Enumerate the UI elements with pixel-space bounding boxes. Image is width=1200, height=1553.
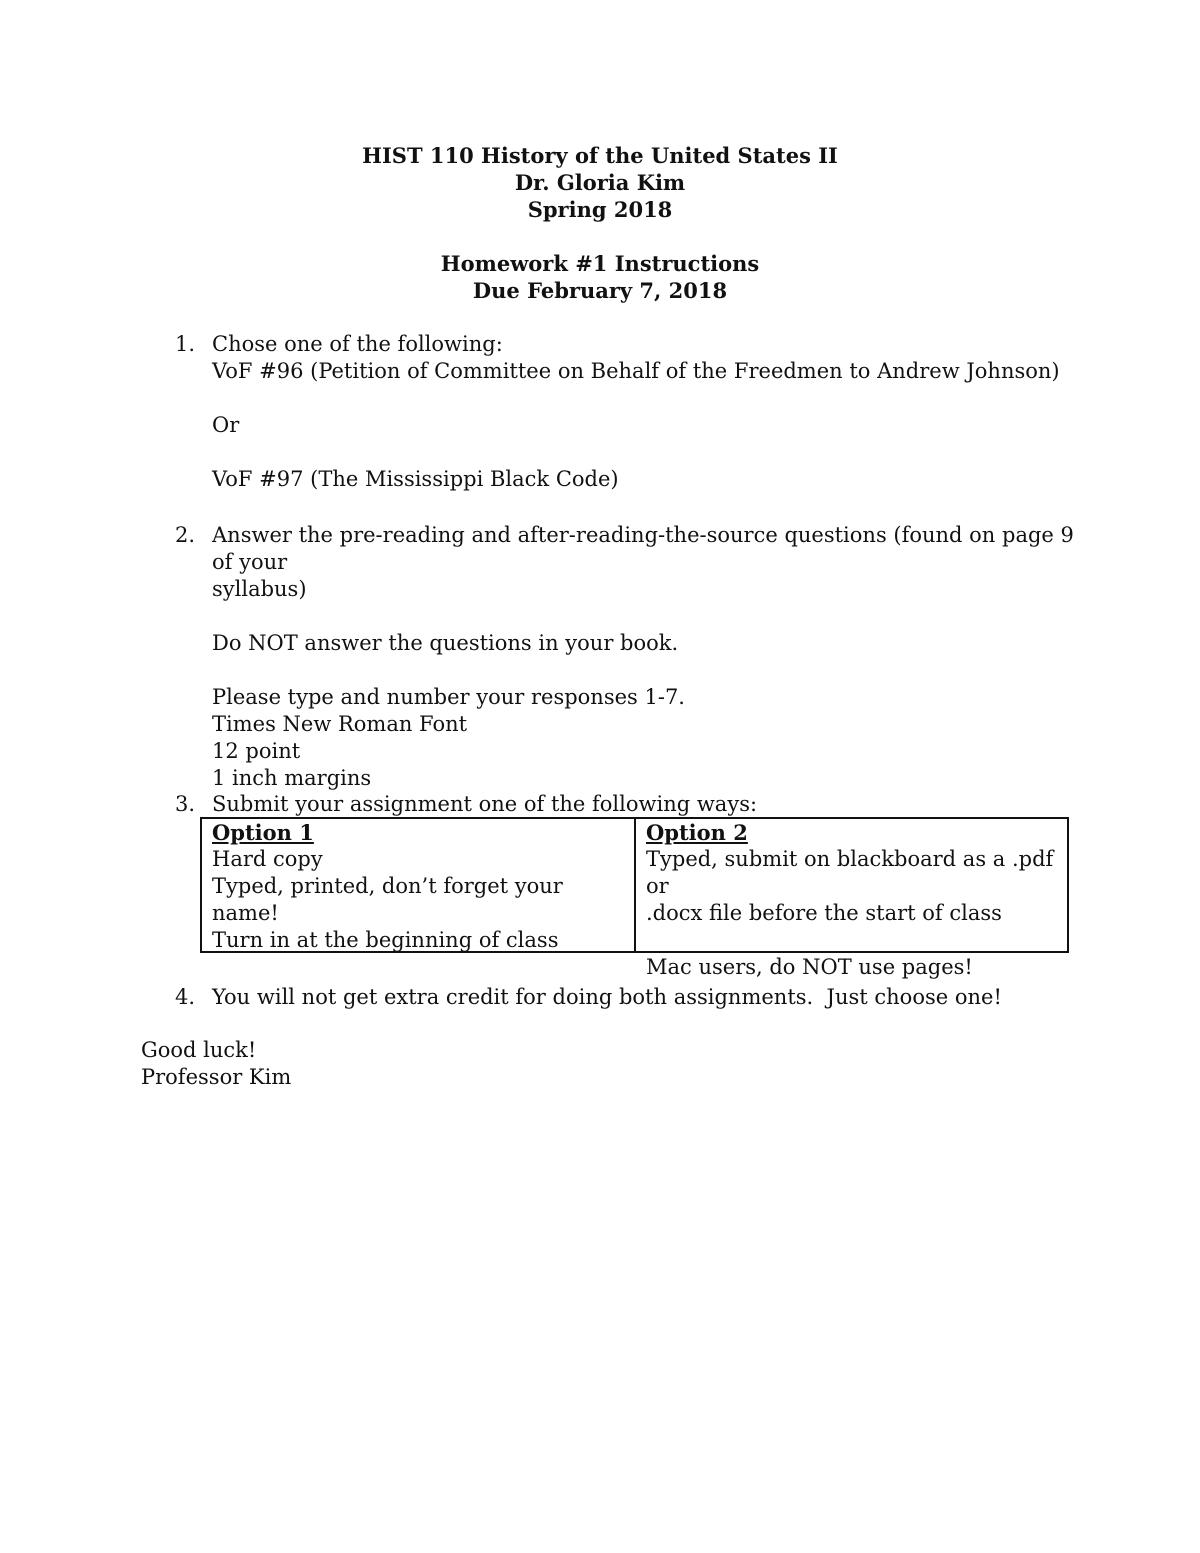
submission-options-table (200, 817, 1069, 979)
item-2-line: Answer the pre-reading and after-reading-the-source questions (found on page 9 of your (212, 523, 1081, 574)
due-date: Due February 7, 2018 (472, 278, 728, 303)
list-item-number: 3. (175, 792, 196, 816)
course-title: HIST 110 History of the United States II (362, 143, 838, 168)
list-item-number: 2. (175, 523, 196, 547)
item-2-line: 1 inch margins (212, 766, 372, 790)
item-4-line: You will not get extra credit for doing both assignments. Just choose one! (212, 985, 1002, 1009)
term: Spring 2018 (527, 197, 673, 222)
option-1-title: Option 1 (212, 820, 314, 845)
assignment-title: Homework #1 Instructions (440, 251, 760, 276)
option-1-line: Typed, printed, don’t forget your name! (212, 874, 563, 925)
option-1-line: Hard copy (212, 847, 323, 871)
item-1-option-96: VoF #96 (Petition of Committee on Behalf of the Freedmen to Andrew Johnson) (212, 359, 1060, 383)
item-3-line: Submit your assignment one of the following ways: (212, 792, 758, 816)
option-2-line: Typed, submit on blackboard as a .pdf or (646, 847, 1054, 898)
item-1-line: Chose one of the following: (212, 332, 503, 356)
option-2-line: Mac users, do NOT use pages! (646, 955, 973, 979)
list-item-number: 1. (175, 332, 196, 356)
item-1-option-97: VoF #97 (The Mississippi Black Code) (212, 467, 619, 491)
document-header (0, 142, 1200, 304)
closing (141, 1037, 291, 1091)
item-1-or: Or (212, 413, 240, 437)
option-1-line: Turn in at the beginning of class (212, 928, 559, 952)
item-2-line: syllabus) (212, 577, 307, 601)
item-2-line: Please type and number your responses 1-7. (212, 685, 685, 709)
item-2-line: 12 point (212, 739, 301, 763)
closing-signature: Professor Kim (141, 1065, 292, 1089)
list-item-number: 4. (175, 985, 196, 1009)
item-2-line: Times New Roman Font (212, 712, 468, 736)
option-2-title: Option 2 (646, 820, 748, 845)
option-1-cell (202, 819, 636, 951)
instructor-name: Dr. Gloria Kim (514, 170, 686, 195)
option-2-cell (636, 819, 1069, 979)
option-2-line: .docx file before the start of class (646, 901, 1002, 925)
closing-greeting: Good luck! (141, 1038, 257, 1062)
item-2-line: Do NOT answer the questions in your book. (212, 631, 679, 655)
